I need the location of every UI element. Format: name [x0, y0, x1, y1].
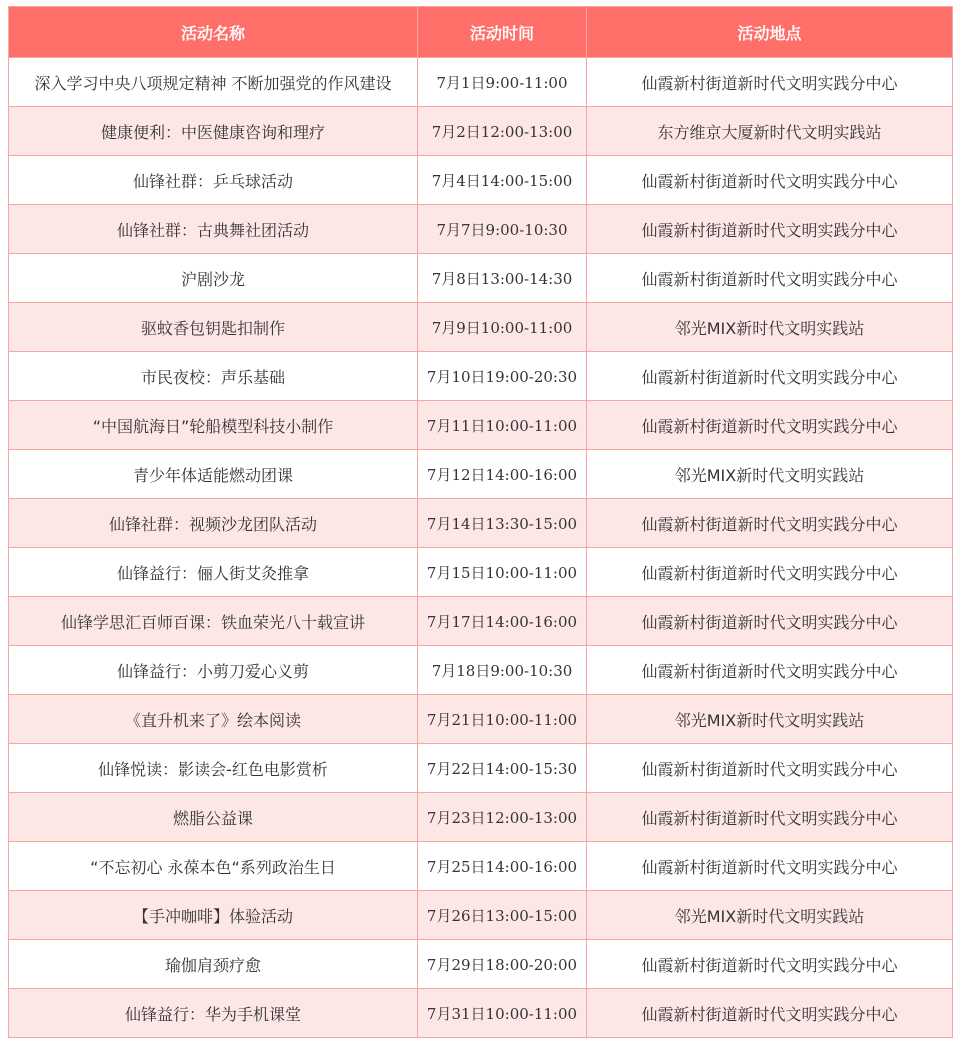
table-row	[9, 940, 953, 989]
table-row	[9, 646, 953, 695]
cell-activity-name: 瑜伽肩颈疗愈	[9, 940, 418, 989]
cell-activity-time: 7月11日10:00-11:00	[418, 401, 587, 450]
table-row	[9, 303, 953, 352]
cell-activity-name: 健康便利：中医健康咨询和理疗	[9, 107, 418, 156]
cell-activity-name: 仙锋社群：古典舞社团活动	[9, 205, 418, 254]
header-activity-time: 活动时间	[418, 7, 587, 58]
table-row	[9, 891, 953, 940]
cell-activity-name: 仙锋悦读：影读会-红色电影赏析	[9, 744, 418, 793]
cell-activity-time: 7月15日10:00-11:00	[418, 548, 587, 597]
cell-activity-location: 仙霞新村街道新时代文明实践分中心	[587, 646, 953, 695]
table-row	[9, 352, 953, 401]
cell-activity-time: 7月7日9:00-10:30	[418, 205, 587, 254]
cell-activity-time: 7月8日13:00-14:30	[418, 254, 587, 303]
table-row	[9, 450, 953, 499]
cell-activity-time: 7月4日14:00-15:00	[418, 156, 587, 205]
header-activity-location: 活动地点	[587, 7, 953, 58]
cell-activity-time: 7月23日12:00-13:00	[418, 793, 587, 842]
cell-activity-location: 邻光MIX新时代文明实践站	[587, 303, 953, 352]
cell-activity-name: 仙锋益行：华为手机课堂	[9, 989, 418, 1038]
table-row	[9, 205, 953, 254]
table-row	[9, 254, 953, 303]
cell-activity-location: 仙霞新村街道新时代文明实践分中心	[587, 548, 953, 597]
table-row	[9, 989, 953, 1038]
cell-activity-location: 仙霞新村街道新时代文明实践分中心	[587, 352, 953, 401]
cell-activity-location: 仙霞新村街道新时代文明实践分中心	[587, 940, 953, 989]
cell-activity-location: 邻光MIX新时代文明实践站	[587, 891, 953, 940]
table-row	[9, 58, 953, 107]
cell-activity-time: 7月2日12:00-13:00	[418, 107, 587, 156]
cell-activity-time: 7月18日9:00-10:30	[418, 646, 587, 695]
cell-activity-time: 7月12日14:00-16:00	[418, 450, 587, 499]
cell-activity-name: 仙锋益行：俪人街艾灸推拿	[9, 548, 418, 597]
cell-activity-location: 东方维京大厦新时代文明实践站	[587, 107, 953, 156]
header-row	[9, 7, 953, 58]
table-row	[9, 107, 953, 156]
cell-activity-time: 7月31日10:00-11:00	[418, 989, 587, 1038]
cell-activity-location: 仙霞新村街道新时代文明实践分中心	[587, 499, 953, 548]
cell-activity-time: 7月22日14:00-15:30	[418, 744, 587, 793]
cell-activity-location: 仙霞新村街道新时代文明实践分中心	[587, 205, 953, 254]
cell-activity-location: 仙霞新村街道新时代文明实践分中心	[587, 401, 953, 450]
cell-activity-location: 仙霞新村街道新时代文明实践分中心	[587, 58, 953, 107]
cell-activity-name: 《直升机来了》绘本阅读	[9, 695, 418, 744]
cell-activity-location: 邻光MIX新时代文明实践站	[587, 695, 953, 744]
cell-activity-time: 7月21日10:00-11:00	[418, 695, 587, 744]
activity-table	[8, 6, 953, 1038]
cell-activity-name: 深入学习中央八项规定精神 不断加强党的作风建设	[9, 58, 418, 107]
cell-activity-name: “中国航海日”轮船模型科技小制作	[9, 401, 418, 450]
cell-activity-time: 7月26日13:00-15:00	[418, 891, 587, 940]
activity-schedule	[8, 6, 952, 1038]
cell-activity-location: 仙霞新村街道新时代文明实践分中心	[587, 842, 953, 891]
cell-activity-time: 7月17日14:00-16:00	[418, 597, 587, 646]
cell-activity-name: 仙锋益行：小剪刀爱心义剪	[9, 646, 418, 695]
cell-activity-name: 市民夜校：声乐基础	[9, 352, 418, 401]
cell-activity-location: 仙霞新村街道新时代文明实践分中心	[587, 793, 953, 842]
table-row	[9, 401, 953, 450]
table-row	[9, 793, 953, 842]
table-body	[9, 58, 953, 1038]
table-row	[9, 842, 953, 891]
cell-activity-time: 7月14日13:30-15:00	[418, 499, 587, 548]
cell-activity-name: “不忘初心 永葆本色“系列政治生日	[9, 842, 418, 891]
cell-activity-name: 沪剧沙龙	[9, 254, 418, 303]
cell-activity-location: 仙霞新村街道新时代文明实践分中心	[587, 156, 953, 205]
cell-activity-time: 7月29日18:00-20:00	[418, 940, 587, 989]
cell-activity-name: 青少年体适能燃动团课	[9, 450, 418, 499]
cell-activity-location: 仙霞新村街道新时代文明实践分中心	[587, 744, 953, 793]
cell-activity-time: 7月9日10:00-11:00	[418, 303, 587, 352]
cell-activity-name: 燃脂公益课	[9, 793, 418, 842]
cell-activity-time: 7月10日19:00-20:30	[418, 352, 587, 401]
cell-activity-location: 仙霞新村街道新时代文明实践分中心	[587, 597, 953, 646]
table-row	[9, 499, 953, 548]
cell-activity-name: 仙锋社群：乒乓球活动	[9, 156, 418, 205]
table-row	[9, 548, 953, 597]
table-row	[9, 744, 953, 793]
cell-activity-name: 仙锋学思汇百师百课：铁血荣光八十载宣讲	[9, 597, 418, 646]
table-row	[9, 597, 953, 646]
cell-activity-name: 驱蚊香包钥匙扣制作	[9, 303, 418, 352]
cell-activity-time: 7月1日9:00-11:00	[418, 58, 587, 107]
cell-activity-time: 7月25日14:00-16:00	[418, 842, 587, 891]
cell-activity-location: 仙霞新村街道新时代文明实践分中心	[587, 254, 953, 303]
table-row	[9, 156, 953, 205]
table-row	[9, 695, 953, 744]
cell-activity-location: 仙霞新村街道新时代文明实践分中心	[587, 989, 953, 1038]
header-activity-name: 活动名称	[9, 7, 418, 58]
cell-activity-name: 仙锋社群：视频沙龙团队活动	[9, 499, 418, 548]
table-header	[9, 7, 953, 58]
cell-activity-location: 邻光MIX新时代文明实践站	[587, 450, 953, 499]
cell-activity-name: 【手冲咖啡】体验活动	[9, 891, 418, 940]
